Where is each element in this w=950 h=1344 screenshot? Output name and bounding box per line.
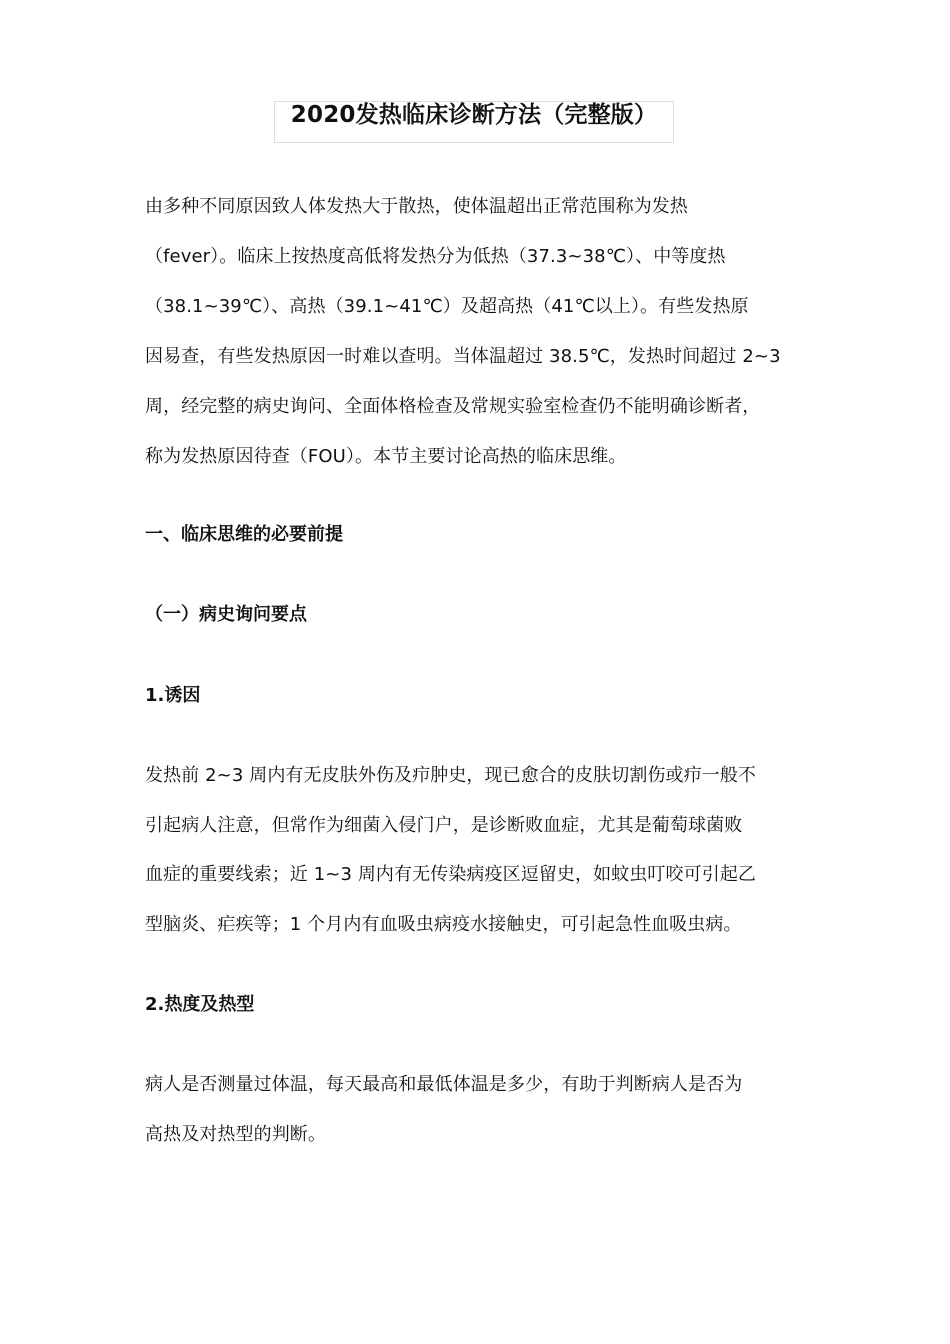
item2-line-2: 高热及对热型的判断。 [145, 1124, 326, 1145]
intro-line-4: 因易查，有些发热原因一时难以查明。当体温超过 38.5℃，发热时间超过 2~3 [145, 346, 781, 367]
subsection-heading-1: （一）病史询问要点 [145, 604, 307, 625]
intro-line-6: 称为发热原因待查（FOU）。本节主要讨论高热的临床思维。 [145, 446, 627, 467]
item1-line-4: 型脑炎、疟疾等；1 个月内有血吸虫病疫水接触史，可引起急性血吸虫病。 [145, 914, 742, 935]
item-heading-2: 2.热度及热型 [145, 994, 255, 1015]
intro-line-1: 由多种不同原因致人体发热大于散热，使体温超出正常范围称为发热 [145, 196, 688, 217]
item1-line-2: 引起病人注意，但常作为细菌入侵门户，是诊断败血症，尤其是葡萄球菌败 [145, 815, 743, 836]
intro-line-5: 周，经完整的病史询问、全面体格检查及常规实验室检查仍不能明确诊断者， [145, 396, 761, 417]
section-heading-1: 一、临床思维的必要前提 [145, 524, 343, 545]
intro-line-2: （fever）。临床上按热度高低将发热分为低热（37.3~38℃）、中等度热 [145, 246, 726, 267]
item2-line-1: 病人是否测量过体温，每天最高和最低体温是多少，有助于判断病人是否为 [145, 1074, 743, 1095]
item1-line-3: 血症的重要线索；近 1~3 周内有无传染病疫区逗留史，如蚊虫叮咬可引起乙 [145, 864, 757, 885]
item-heading-1: 1.诱因 [145, 685, 201, 706]
intro-line-3: （38.1~39℃）、高热（39.1~41℃）及超高热（41℃以上）。有些发热原 [145, 296, 749, 317]
document-title: 2020发热临床诊断方法（完整版） [290, 102, 658, 128]
item1-line-1: 发热前 2~3 周内有无皮肤外伤及疖肿史，现已愈合的皮肤切割伤或疖一般不 [145, 765, 757, 786]
